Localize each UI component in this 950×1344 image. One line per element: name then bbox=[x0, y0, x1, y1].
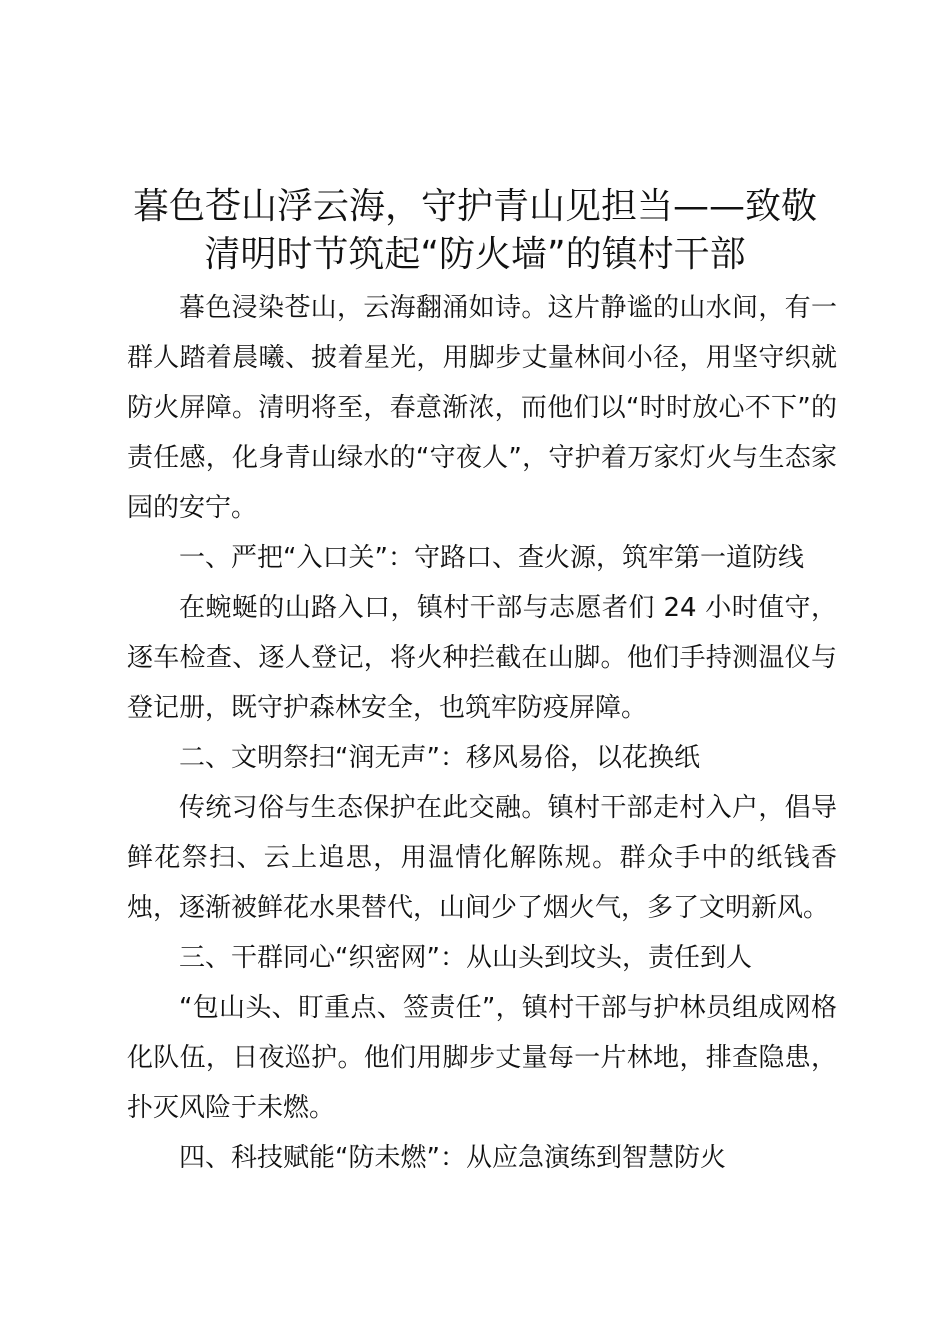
title-line-2: 清明时节筑起“防火墙”的镇村干部 bbox=[204, 234, 746, 275]
section-3-heading: 三、干群同心“织密网”：从山头到坟头，责任到人 bbox=[179, 943, 752, 973]
intro-paragraph: 暮色浸染苍山，云海翻涌如诗。这片静谧的山水间，有一群人踏着晨曦、披着星光，用脚步丈量林间小径，用坚守织就防火屏障。清明将至，春意渐浓，而他们以“时时放心不下”的责任感，化身青山绿水的“守夜人”，守护着万家灯火与生态家园的安宁。 bbox=[127, 293, 837, 523]
section-2-body: 传统习俗与生态保护在此交融。镇村干部走村入户，倡导鲜花祭扫、云上追思，用温情化解陈规。群众手中的纸钱香烛，逐渐被鲜花水果替代，山间少了烟火气，多了文明新风。 bbox=[127, 793, 837, 923]
document-title bbox=[110, 183, 840, 279]
title-line-1: 暮色苍山浮云海，守护青山见担当——致敬 bbox=[132, 186, 817, 227]
section-1-body: 在蜿蜒的山路入口，镇村干部与志愿者们 24 小时值守，逐车检查、逐人登记，将火种拦截在山脚。他们手持测温仪与登记册，既守护森林安全，也筑牢防疫屏障。 bbox=[127, 593, 837, 723]
section-1-heading: 一、严把“入口关”：守路口、查火源，筑牢第一道防线 bbox=[179, 543, 804, 573]
section-3-body: “包山头、盯重点、签责任”，镇村干部与护林员组成网格化队伍，日夜巡护。他们用脚步丈量每一片林地，排查隐患，扑灭风险于未燃。 bbox=[127, 993, 837, 1123]
section-4-heading: 四、科技赋能“防未燃”：从应急演练到智慧防火 bbox=[179, 1143, 726, 1173]
section-2-heading: 二、文明祭扫“润无声”：移风易俗，以花换纸 bbox=[179, 743, 700, 773]
document-body bbox=[127, 283, 837, 1183]
